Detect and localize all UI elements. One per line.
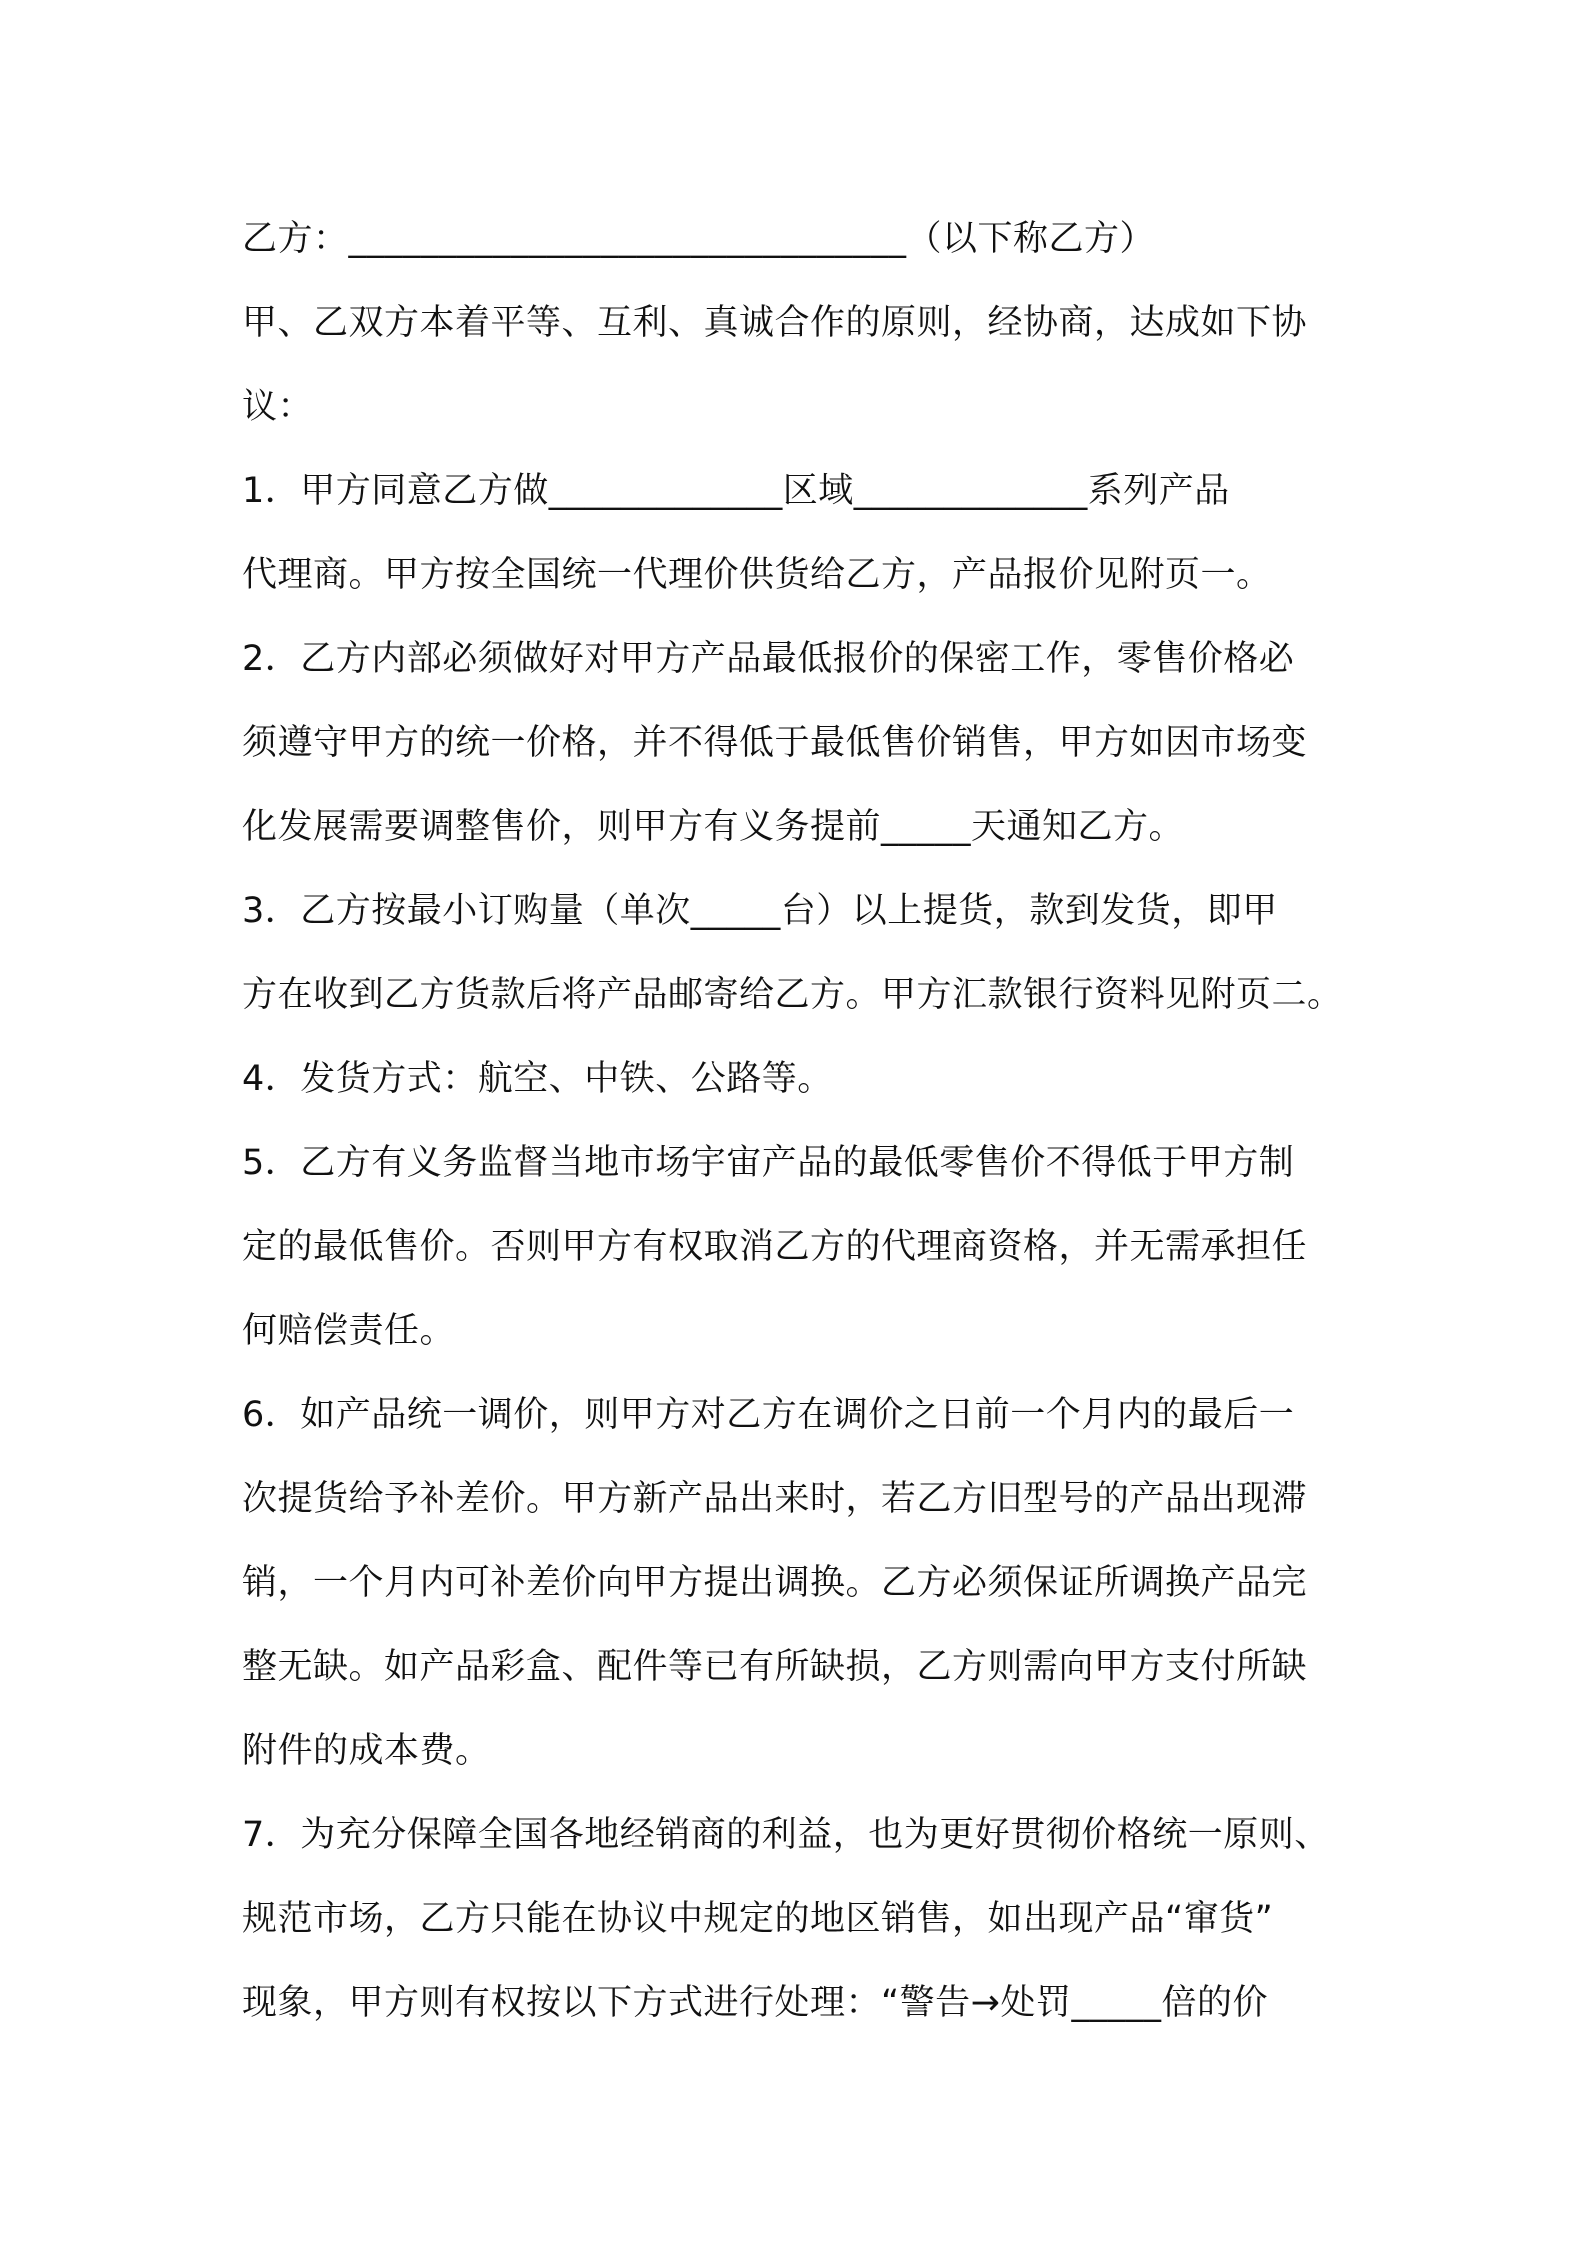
text-line: 规范市场，乙方只能在协议中规定的地区销售，如出现产品“窜货” — [242, 1899, 1274, 1939]
text-line: 销，一个月内可补差价向甲方提出调换。乙方必须保证所调换产品完 — [242, 1563, 1308, 1603]
clause-1-line: 1．甲方同意乙方做_____________区域_____________系列产品 — [242, 471, 1230, 511]
text-line: 乙方：_______________________________（以下称乙方） — [242, 219, 1156, 259]
text-line: 何赔偿责任。 — [242, 1311, 456, 1351]
text-line: 化发展需要调整售价，则甲方有义务提前_____天通知乙方。 — [242, 807, 1185, 847]
clause-4-line: 4．发货方式：航空、中铁、公路等。 — [242, 1059, 833, 1099]
text-line: 现象，甲方则有权按以下方式进行处理：“警告→处罚_____倍的价 — [242, 1983, 1268, 2023]
agreement-body — [242, 197, 1382, 2045]
text-line: 次提货给予补差价。甲方新产品出来时，若乙方旧型号的产品出现滞 — [242, 1479, 1308, 1519]
text-line: 整无缺。如产品彩盒、配件等已有所缺损，乙方则需向甲方支付所缺 — [242, 1647, 1308, 1687]
text-line: 代理商。甲方按全国统一代理价供货给乙方，产品报价见附页一。 — [242, 555, 1272, 595]
text-line: 附件的成本费。 — [242, 1731, 491, 1771]
clause-2-line: 2．乙方内部必须做好对甲方产品最低报价的保密工作，零售价格必 — [242, 639, 1295, 679]
text-line: 甲、乙双方本着平等、互利、真诚合作的原则，经协商，达成如下协 — [242, 303, 1308, 343]
clause-5-line: 5．乙方有义务监督当地市场宇宙产品的最低零售价不得低于甲方制 — [242, 1143, 1295, 1183]
text-line: 定的最低售价。否则甲方有权取消乙方的代理商资格，并无需承担任 — [242, 1227, 1308, 1267]
clause-3-line: 3．乙方按最小订购量（单次_____台）以上提货，款到发货，即甲 — [242, 891, 1278, 931]
text-line: 须遵守甲方的统一价格，并不得低于最低售价销售，甲方如因市场变 — [242, 723, 1308, 763]
text-line: 方在收到乙方货款后将产品邮寄给乙方。甲方汇款银行资料见附页二。 — [242, 975, 1343, 1015]
text-line: 议： — [242, 387, 314, 427]
clause-6-line: 6．如产品统一调价，则甲方对乙方在调价之日前一个月内的最后一 — [242, 1395, 1295, 1435]
clause-7-line: 7．为充分保障全国各地经销商的利益，也为更好贯彻价格统一原则、 — [242, 1815, 1330, 1855]
